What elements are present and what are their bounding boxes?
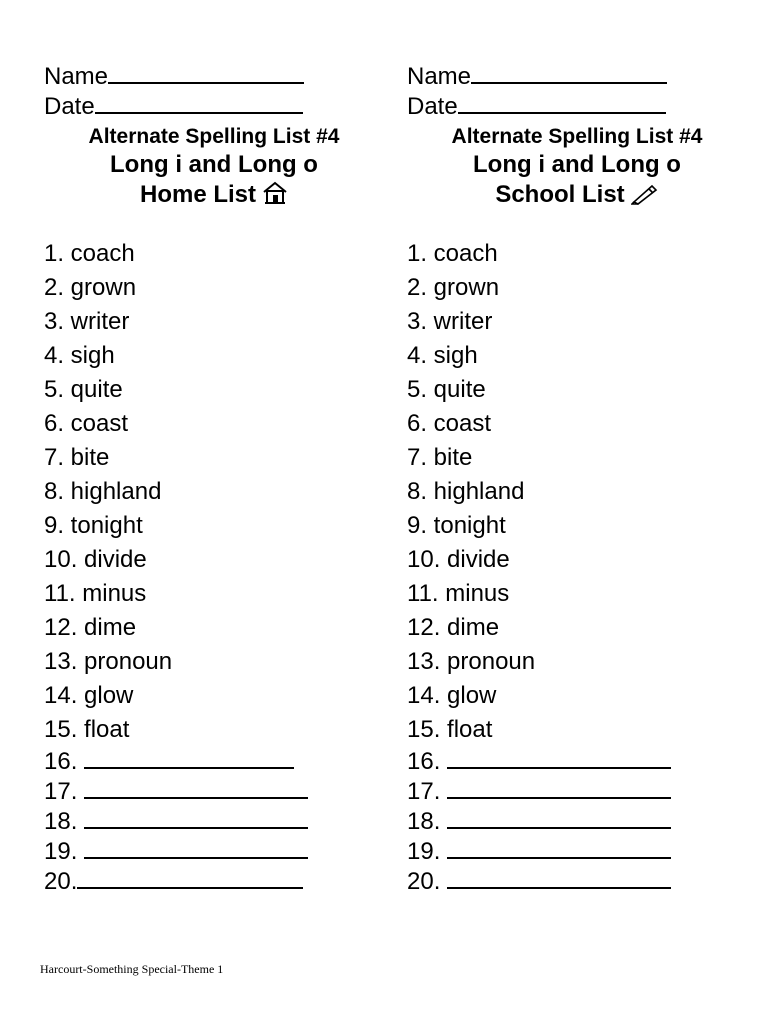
- list-item: 1. coach: [407, 240, 498, 267]
- date-field: Date: [44, 92, 384, 122]
- list-item: 10. divide: [44, 546, 147, 573]
- blank-item: 19.: [44, 837, 384, 867]
- list-title: Long i and Long o: [110, 151, 318, 178]
- blank-line[interactable]: [84, 839, 308, 859]
- home-list-column: [44, 62, 384, 897]
- list-item: 13. pronoun: [407, 648, 536, 675]
- blank-line[interactable]: [447, 839, 671, 859]
- list-title: Long i and Long o: [473, 151, 681, 178]
- footer-source: Harcourt-Something Special-Theme 1: [40, 962, 224, 976]
- list-item: 11. minus: [407, 580, 510, 607]
- list-item: 9. tonight: [407, 512, 506, 539]
- blank-line[interactable]: [447, 749, 671, 769]
- list-item: 14. glow: [44, 682, 134, 709]
- name-field: Name: [407, 62, 747, 92]
- name-line[interactable]: [108, 62, 304, 84]
- list-item: 1. coach: [44, 240, 135, 267]
- date-line[interactable]: [458, 92, 666, 114]
- list-item: 2. grown: [44, 274, 137, 301]
- list-item: 12. dime: [407, 614, 500, 641]
- list-item: 10. divide: [407, 546, 510, 573]
- list-subtitle: Alternate Spelling List #4: [88, 125, 340, 148]
- name-line[interactable]: [471, 62, 667, 84]
- blank-line[interactable]: [77, 869, 303, 889]
- list-item: 5. quite: [407, 376, 486, 403]
- date-line[interactable]: [95, 92, 303, 114]
- list-item: 6. coast: [44, 410, 129, 437]
- blank-item: 18.: [44, 807, 384, 837]
- name-field: Name: [44, 62, 384, 92]
- school-list-column: [407, 62, 747, 897]
- blank-item: 16.: [407, 747, 747, 777]
- list-item: 2. grown: [407, 274, 500, 301]
- blank-item: 19.: [407, 837, 747, 867]
- list-item: 3. writer: [407, 308, 493, 335]
- list-item: 4. sigh: [407, 342, 478, 369]
- blank-item: 17.: [44, 777, 384, 807]
- list-type-title: School List: [407, 180, 747, 213]
- blank-line[interactable]: [447, 779, 671, 799]
- list-item: 15. float: [44, 716, 130, 743]
- list-item: 5. quite: [44, 376, 123, 403]
- blank-line[interactable]: [84, 779, 308, 799]
- list-item: 8. highland: [407, 478, 525, 505]
- word-list: [44, 237, 384, 897]
- blank-item: 20.: [44, 867, 384, 897]
- list-type-title: Home List: [44, 180, 384, 213]
- blank-line[interactable]: [84, 809, 308, 829]
- list-item: 8. highland: [44, 478, 162, 505]
- blank-item: 16.: [44, 747, 384, 777]
- blank-line[interactable]: [447, 869, 671, 889]
- blank-item: 17.: [407, 777, 747, 807]
- blank-line[interactable]: [84, 749, 294, 769]
- home-icon: [262, 181, 288, 213]
- list-item: 3. writer: [44, 308, 130, 335]
- list-item: 13. pronoun: [44, 648, 173, 675]
- list-item: 7. bite: [407, 444, 473, 471]
- pencil-icon: [631, 183, 659, 213]
- list-item: 9. tonight: [44, 512, 143, 539]
- list-item: 12. dime: [44, 614, 137, 641]
- list-item: 14. glow: [407, 682, 497, 709]
- list-item: 4. sigh: [44, 342, 115, 369]
- list-item: 7. bite: [44, 444, 110, 471]
- list-item: 15. float: [407, 716, 493, 743]
- blank-item: 20.: [407, 867, 747, 897]
- word-list: [407, 237, 747, 897]
- list-item: 11. minus: [44, 580, 147, 607]
- blank-item: 18.: [407, 807, 747, 837]
- list-subtitle: Alternate Spelling List #4: [451, 125, 703, 148]
- blank-line[interactable]: [447, 809, 671, 829]
- list-item: 6. coast: [407, 410, 492, 437]
- date-field: Date: [407, 92, 747, 122]
